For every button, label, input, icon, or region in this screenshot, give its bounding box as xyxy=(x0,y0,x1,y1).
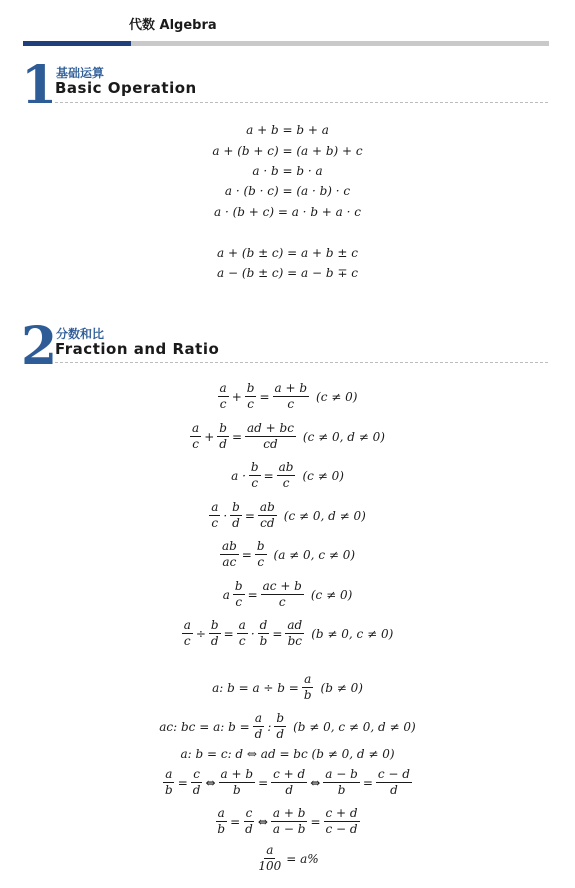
header-bar xyxy=(23,41,549,46)
formula: a + (b + c) = (a + b) + c xyxy=(212,144,363,158)
section-2-title-en: Fraction and Ratio xyxy=(55,340,220,358)
formula: a · $\frac{b}{c}$ = $\frac{ab}{c}$ (c ≠ 0) xyxy=(231,460,344,490)
section-1-divider xyxy=(55,102,548,103)
formula: ac: bc = a: b = $\frac{a}{d}$ : $\frac{b}{d}$ (b ≠ 0, c ≠ 0, d ≠ 0) xyxy=(159,711,416,741)
section-1-number: 1 xyxy=(21,55,58,116)
formula: $\frac{ab}{ac}$ = $\frac{b}{c}$ (a ≠ 0, c ≠ 0) xyxy=(221,539,356,569)
formula: $\frac{a}{c}$ ÷ $\frac{b}{d}$ = $\frac{a}{c}$ · $\frac{d}{b}$ = $\frac{ad}{bc}$ (b ≠ 0, c ≠ 0) xyxy=(183,618,394,648)
formula: a · b = b · a xyxy=(252,164,323,178)
header-bar-accent xyxy=(23,41,131,46)
formula: $\frac{a}{b}$ = $\frac{c}{d}$ ⇔ $\frac{a + b}{b}$ = $\frac{c + d}{d}$ ⇔ $\frac{a - b}{b}$ = $\frac{c - d}{d}$ xyxy=(165,767,410,797)
section-2-number: 2 xyxy=(21,316,58,377)
section-1-title-zh: 基础运算 xyxy=(56,66,105,80)
formula: a + b = b + a xyxy=(246,123,329,137)
formula: $\frac{a}{b}$ = $\frac{c}{d}$ ⇔ $\frac{a + b}{a - b}$ = $\frac{c + d}{c - d}$ xyxy=(217,806,358,836)
formula: $\frac{a}{c}$ · $\frac{b}{d}$ = $\frac{ab}{cd}$ (c ≠ 0, d ≠ 0) xyxy=(211,500,366,530)
section-2-divider xyxy=(55,362,548,363)
formula: $\frac{a}{c}$ + $\frac{b}{d}$ = $\frac{ad + bc}{cd}$ (c ≠ 0, d ≠ 0) xyxy=(192,421,385,451)
section-1-title-en: Basic Operation xyxy=(55,79,197,97)
page-title: 代数 Algebra xyxy=(129,18,217,33)
formula: a: b = a ÷ b = $\frac{a}{b}$ (b ≠ 0) xyxy=(212,672,363,702)
formula: a + (b ± c) = a + b ± c xyxy=(217,246,358,260)
formula: $\frac{a}{c}$ + $\frac{b}{c}$ = $\frac{a + b}{c}$ (c ≠ 0) xyxy=(219,381,358,411)
formula: a: b = c: d ⇔ ad = bc (b ≠ 0, d ≠ 0) xyxy=(180,747,395,761)
formula: $\frac{a}{100}$ = a% xyxy=(258,843,319,873)
formula: a $\frac{b}{c}$ = $\frac{ac + b}{c}$ (c ≠ 0) xyxy=(222,579,353,609)
formula: a − (b ± c) = a − b ∓ c xyxy=(217,266,358,280)
formula: a · (b · c) = (a · b) · c xyxy=(224,184,351,198)
section-2-title-zh: 分数和比 xyxy=(56,327,105,341)
formula: a · (b + c) = a · b + a · c xyxy=(213,205,361,219)
